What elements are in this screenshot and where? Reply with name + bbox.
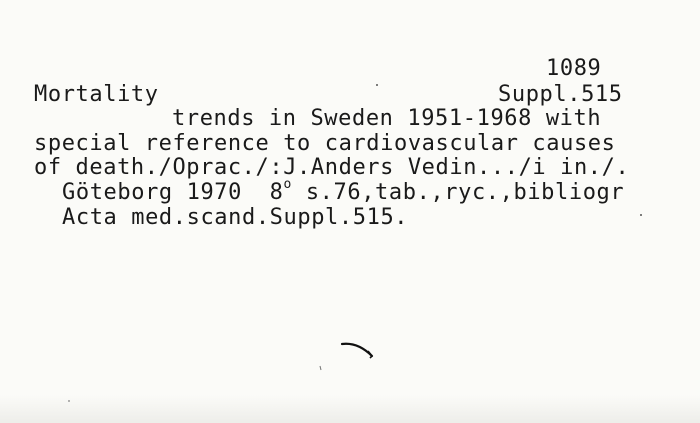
series-statement: Acta med.scand.Suppl.515.	[62, 205, 409, 230]
call-number: 1089	[546, 56, 602, 81]
imprint-place-year: Göteborg 1970 8	[62, 180, 284, 205]
imprint-line	[62, 177, 625, 205]
heading-word: Mortality	[34, 82, 159, 107]
card-bottom-edge	[0, 395, 700, 423]
supplement-number: Suppl.515	[498, 82, 623, 107]
dust-speck	[376, 84, 378, 86]
title-line-2: special reference to cardiovascular causes	[34, 131, 616, 156]
dust-speck	[640, 214, 642, 216]
title-line-1: trends in Sweden 1951-1968 with	[172, 106, 602, 131]
punch-hole-mark	[318, 334, 378, 374]
imprint-collation: s.76,tab.,ryc.,bibliogr	[291, 180, 625, 205]
imprint-format-superscript: o	[283, 177, 292, 192]
title-line-3: of death./Oprac./:J.Anders Vedin.../i in./.	[34, 155, 630, 180]
